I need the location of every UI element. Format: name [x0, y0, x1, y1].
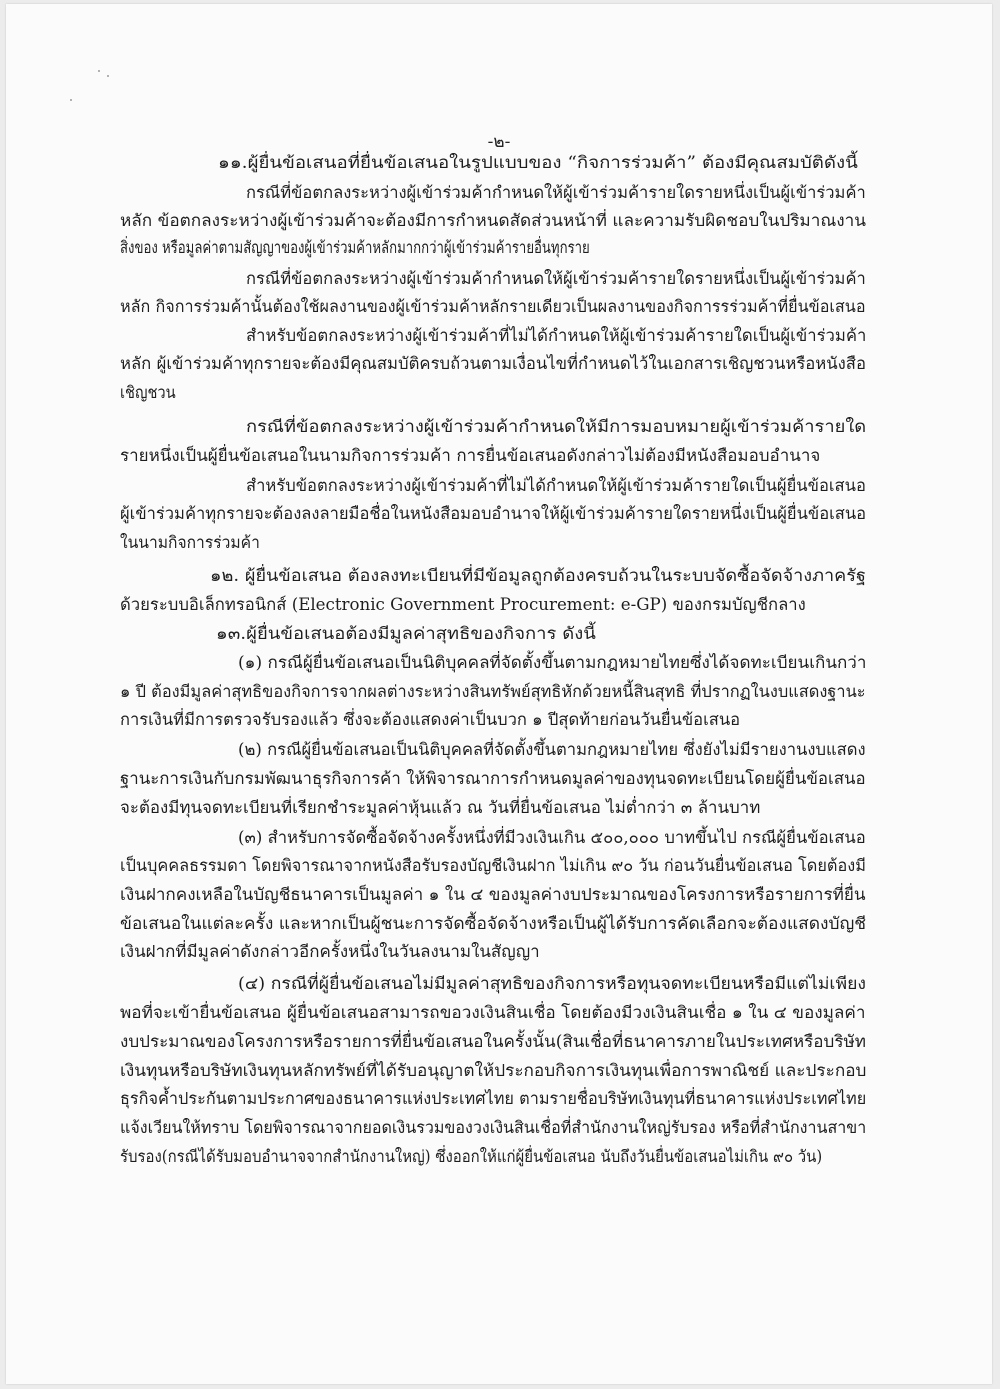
text-line: สำหรับข้อตกลงระหว่างผู้เข้าร่วมค้าที่ไม่ได้กำหนดให้ผู้เข้าร่วมค้ารายใดเป็นผู้เข้าร่วมค้า: [246, 326, 867, 345]
text-line: หลัก ผู้เข้าร่วมค้าทุกรายจะต้องมีคุณสมบัติครบถ้วนตามเงื่อนไขที่กำหนดไว้ในเอกสารเชิญชวนหรือหนังสือ: [120, 354, 866, 373]
text-line: เป็นบุคคลธรรมดา โดยพิจารณาจากหนังสือรับรองบัญชีเงินฝาก ไม่เกิน ๙๐ วัน ก่อนวันยื่นข้อเสนอ โดยต้องมี: [120, 856, 866, 875]
text-line: ฐานะการเงินกับกรมพัฒนาธุรกิจการค้า ให้พิจารณาการกำหนดมูลค่าของทุนจดทะเบียนโดยผู้ยื่นข้อเสนอ: [120, 769, 866, 788]
text-line: (๔) กรณีที่ผู้ยื่นข้อเสนอไม่มีมูลค่าสุทธิของกิจการหรือทุนจดทะเบียนหรือมีแต่ไม่เพียง: [238, 974, 867, 993]
text-line: กรณีที่ข้อตกลงระหว่างผู้เข้าร่วมค้ากำหนดให้ผู้เข้าร่วมค้ารายใดรายหนึ่งเป็นผู้เข้าร่วมค้า: [246, 183, 866, 202]
text-line: กรณีที่ข้อตกลงระหว่างผู้เข้าร่วมค้ากำหนดให้มีการมอบหมายผู้เข้าร่วมค้ารายใด: [246, 417, 867, 436]
scan-speck: [70, 99, 72, 101]
text-line: เงินทุนหรือบริษัทเงินทุนหลักทรัพย์ที่ได้รับอนุญาตให้ประกอบกิจการเงินทุนเพื่อการพาณิชย์ และประกอบ: [120, 1061, 867, 1080]
text-line: สำหรับข้อตกลงระหว่างผู้เข้าร่วมค้าที่ไม่ได้กำหนดให้ผู้เข้าร่วมค้ารายใดเป็นผู้ยื่นข้อเสนอ: [246, 476, 866, 495]
text-line: ด้วยระบบอิเล็กทรอนิกส์ (Electronic Government Procurement: e-GP) ของกรมบัญชีกลาง: [120, 595, 806, 614]
document-page: [6, 4, 992, 1384]
text-line: ๑๑.ผู้ยื่นข้อเสนอที่ยื่นข้อเสนอในรูปแบบของ “กิจการร่วมค้า” ต้องมีคุณสมบัติดังนี้: [218, 153, 858, 172]
text-line: การเงินที่มีการตรวจรับรองแล้ว ซึ่งจะต้องแสดงค่าเป็นบวก ๑ ปีสุดท้ายก่อนวันยื่นข้อเสนอ: [120, 710, 741, 729]
text-line: เงินฝากที่มีมูลค่าดังกล่าวอีกครั้งหนึ่งในวันลงนามในสัญญา: [120, 942, 540, 961]
text-line: ๑๒. ผู้ยื่นข้อเสนอ ต้องลงทะเบียนที่มีข้อมูลถูกต้องครบถ้วนในระบบจัดซื้อจัดจ้างภาครัฐ: [210, 566, 866, 585]
text-line: ๑๓.ผู้ยื่นข้อเสนอต้องมีมูลค่าสุทธิของกิจการ ดังนี้: [216, 624, 596, 643]
text-line: จะต้องมีทุนจดทะเบียนที่เรียกชำระมูลค่าหุ้นแล้ว ณ วันที่ยื่นข้อเสนอ ไม่ต่ำกว่า ๓ ล้านบาท: [120, 798, 761, 817]
text-line: เชิญชวน: [120, 383, 176, 402]
text-line: งบประมาณของโครงการหรือรายการที่ยื่นข้อเสนอในครั้งนั้น(สินเชื่อที่ธนาคารภายในประเทศหรือบริษัท: [120, 1032, 866, 1051]
text-line: สิ่งของ หรือมูลค่าตามสัญญาของผู้เข้าร่วมค้าหลักมากกว่าผู้เข้าร่วมค้ารายอื่นทุกราย: [120, 238, 590, 257]
text-line: รับรอง(กรณีได้รับมอบอำนาจจากสำนักงานใหญ่) ซึ่งออกให้แก่ผู้ยื่นข้อเสนอ นับถึงวันยื่นข้อเสนอไม่เกิน ๙๐ วัน): [120, 1147, 823, 1166]
text-line: แจ้งเวียนให้ทราบ โดยพิจารณาจากยอดเงินรวมของวงเงินสินเชื่อที่สำนักงานใหญ่รับรอง หรือที่สำนักงานสาขา: [120, 1118, 867, 1137]
text-line: ผู้เข้าร่วมค้าทุกรายจะต้องลงลายมือชื่อในหนังสือมอบอำนาจให้ผู้เข้าร่วมค้ารายใดรายหนึ่งเป็นผู้ยื่นข้อเสนอ: [120, 504, 867, 523]
text-line: รายหนึ่งเป็นผู้ยื่นข้อเสนอในนามกิจการร่วมค้า การยื่นข้อเสนอดังกล่าวไม่ต้องมีหนังสือมอบอำนาจ: [120, 446, 821, 465]
text-line: (๑) กรณีผู้ยื่นข้อเสนอเป็นนิติบุคคลที่จัดตั้งขึ้นตามกฎหมายไทยซึ่งได้จดทะเบียนเกินกว่า: [238, 653, 867, 672]
scan-speck: [107, 75, 109, 77]
page-number: -๒-: [487, 132, 511, 152]
text-line: พอที่จะเข้ายื่นข้อเสนอ ผู้ยื่นข้อเสนอสามารถขอวงเงินสินเชื่อ โดยต้องมีวงเงินสินเชื่อ ๑ ใน ๔ ของมูลค่า: [120, 1003, 866, 1022]
text-line: เงินฝากคงเหลือในบัญชีธนาคารเป็นมูลค่า ๑ ใน ๔ ของมูลค่างบประมาณของโครงการหรือรายการที่ยื่น: [120, 885, 866, 904]
text-line: ในนามกิจการร่วมค้า: [120, 533, 260, 552]
text-line: ข้อเสนอในแต่ละครั้ง และหากเป็นผู้ชนะการจัดซื้อจัดจ้างหรือเป็นผู้ได้รับการคัดเลือกจะต้องแสดงบัญชี: [120, 914, 867, 933]
text-line: หลัก กิจการร่วมค้านั้นต้องใช้ผลงานของผู้เข้าร่วมค้าหลักรายเดียวเป็นผลงานของกิจการรร่วมค้าที่ยื่นข้อเสนอ: [120, 297, 866, 316]
text-line: หลัก ข้อตกลงระหว่างผู้เข้าร่วมค้าจะต้องมีการกำหนดสัดส่วนหน้าที่ และความรับผิดชอบในปริมาณงาน: [120, 211, 866, 230]
text-line: ธุรกิจค้ำประกันตามประกาศของธนาคารแห่งประเทศไทย ตามรายชื่อบริษัทเงินทุนที่ธนาคารแห่งประเทศไทย: [120, 1089, 867, 1108]
text-line: ๑ ปี ต้องมีมูลค่าสุทธิของกิจการจากผลต่างระหว่างสินทรัพย์สุทธิหักด้วยหนี้สินสุทธิ ที่ปรากฏในงบแสดงฐานะ: [120, 682, 866, 701]
text-line: กรณีที่ข้อตกลงระหว่างผู้เข้าร่วมค้ากำหนดให้ผู้เข้าร่วมค้ารายใดรายหนึ่งเป็นผู้เข้าร่วมค้า: [246, 269, 866, 288]
scan-speck: [98, 70, 100, 72]
text-line: (๒) กรณีผู้ยื่นข้อเสนอเป็นนิติบุคคลที่จัดตั้งขึ้นตามกฎหมายไทย ซึ่งยังไม่มีรายงานงบแสดง: [238, 740, 866, 759]
text-line: (๓) สำหรับการจัดซื้อจัดจ้างครั้งหนึ่งที่มีวงเงินเกิน ๕๐๐,๐๐๐ บาทขึ้นไป กรณีผู้ยื่นข้อเสนอ: [238, 828, 866, 847]
